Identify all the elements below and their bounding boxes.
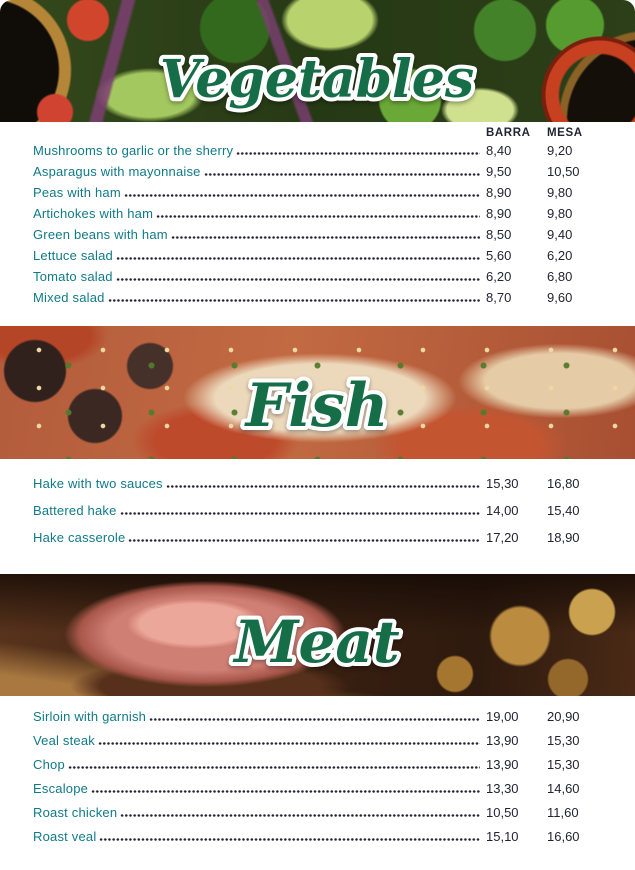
menu-item-row [33, 290, 597, 305]
price-barra: 10,50 [486, 805, 519, 820]
dotted-leader [171, 228, 480, 239]
menu-item-row [33, 164, 597, 179]
price-barra: 8,70 [486, 290, 512, 305]
menu-item-row [33, 143, 597, 158]
price-barra: 13,30 [486, 781, 519, 796]
item-name: Sirloin with garnish [33, 709, 147, 724]
fish-rows [33, 476, 597, 545]
item-name: Peas with ham [33, 185, 121, 200]
item-name: Hake casserole [33, 530, 126, 545]
section-meat [0, 574, 635, 844]
price-mesa: 9,20 [547, 143, 573, 158]
menu-item-row [33, 476, 597, 491]
item-name: Artichokes with ham [33, 206, 154, 221]
price-barra: 15,30 [486, 476, 519, 491]
mesa-column-header: MESA [547, 127, 583, 139]
price-barra: 8,40 [486, 143, 512, 158]
item-name: Battered hake [33, 503, 117, 518]
item-name: Escalope [33, 781, 89, 796]
price-mesa: 20,90 [547, 709, 580, 724]
price-barra: 5,60 [486, 248, 512, 263]
dotted-leader [116, 270, 480, 281]
menu-item-row [33, 227, 597, 242]
dotted-leader [98, 734, 480, 745]
price-barra: 6,20 [486, 269, 512, 284]
meat-item-list [0, 696, 635, 844]
item-name: Chop [33, 757, 65, 772]
section-vegetables [0, 0, 635, 305]
item-name: Roast veal [33, 829, 97, 844]
price-barra: 8,90 [486, 206, 512, 221]
price-mesa: 6,20 [547, 248, 573, 263]
price-barra: 15,10 [486, 829, 519, 844]
item-name: Roast chicken [33, 805, 118, 820]
meat-title-art [0, 574, 635, 696]
menu-item-row [33, 530, 597, 545]
price-barra: 13,90 [486, 757, 519, 772]
price-barra: 19,00 [486, 709, 519, 724]
menu-item-row [33, 829, 597, 844]
menu-item-row [33, 206, 597, 221]
price-mesa: 9,80 [547, 185, 573, 200]
vegetables-item-list [0, 122, 635, 305]
price-mesa: 18,90 [547, 530, 580, 545]
section-fish [0, 326, 635, 545]
item-name: Asparagus with mayonnaise [33, 164, 201, 179]
section-title-vegetables: Vegetables [159, 49, 475, 110]
fish-title-art [0, 326, 635, 459]
fish-item-list [0, 459, 635, 545]
price-mesa: 9,40 [547, 227, 573, 242]
price-barra: 14,00 [486, 503, 519, 518]
price-mesa: 15,30 [547, 757, 580, 772]
dotted-leader [91, 782, 480, 793]
menu-item-row [33, 781, 597, 796]
item-name: Hake with two sauces [33, 476, 163, 491]
item-name: Green beans with ham [33, 227, 168, 242]
dotted-leader [99, 830, 480, 841]
price-barra: 8,50 [486, 227, 512, 242]
price-mesa: 15,40 [547, 503, 580, 518]
dotted-leader [128, 531, 480, 542]
vegetables-title-art [0, 0, 635, 122]
item-name: Mixed salad [33, 290, 105, 305]
fish-banner-photo [0, 326, 635, 459]
menu-item-row [33, 503, 597, 518]
meat-rows [33, 709, 597, 844]
item-name: Lettuce salad [33, 248, 113, 263]
price-barra: 8,90 [486, 185, 512, 200]
menu-item-row [33, 733, 597, 748]
section-title-fish: Fish [245, 371, 389, 441]
dotted-leader [236, 144, 480, 155]
menu-item-row [33, 248, 597, 263]
price-barra: 13,90 [486, 733, 519, 748]
vegetables-rows [33, 143, 597, 305]
item-name: Mushrooms to garlic or the sherry [33, 143, 234, 158]
dotted-leader [120, 806, 480, 817]
menu-item-row [33, 805, 597, 820]
item-name: Veal steak [33, 733, 95, 748]
item-name: Tomato salad [33, 269, 113, 284]
meat-banner-photo [0, 574, 635, 696]
price-mesa: 11,60 [547, 805, 579, 820]
barra-column-header: BARRA [486, 127, 531, 139]
dotted-leader [149, 710, 480, 721]
price-mesa: 16,80 [547, 476, 580, 491]
section-title-meat: Meat [234, 608, 400, 676]
menu-item-row [33, 709, 597, 724]
price-mesa: 14,60 [547, 781, 580, 796]
dotted-leader [124, 186, 480, 197]
price-mesa: 16,60 [547, 829, 580, 844]
menu-item-row [33, 757, 597, 772]
dotted-leader [108, 291, 480, 302]
dotted-leader [156, 207, 480, 218]
dotted-leader [68, 758, 480, 769]
vegetables-banner-photo [0, 0, 635, 122]
price-mesa: 9,80 [547, 206, 573, 221]
price-mesa: 15,30 [547, 733, 580, 748]
price-mesa: 10,50 [547, 164, 580, 179]
price-mesa: 6,80 [547, 269, 573, 284]
price-barra: 17,20 [486, 530, 519, 545]
dotted-leader [120, 504, 480, 515]
price-mesa: 9,60 [547, 290, 573, 305]
menu-item-row [33, 269, 597, 284]
dotted-leader [204, 165, 480, 176]
menu-item-row [33, 185, 597, 200]
price-column-headers [33, 127, 597, 140]
dotted-leader [166, 477, 480, 488]
price-barra: 9,50 [486, 164, 512, 179]
dotted-leader [116, 249, 480, 260]
